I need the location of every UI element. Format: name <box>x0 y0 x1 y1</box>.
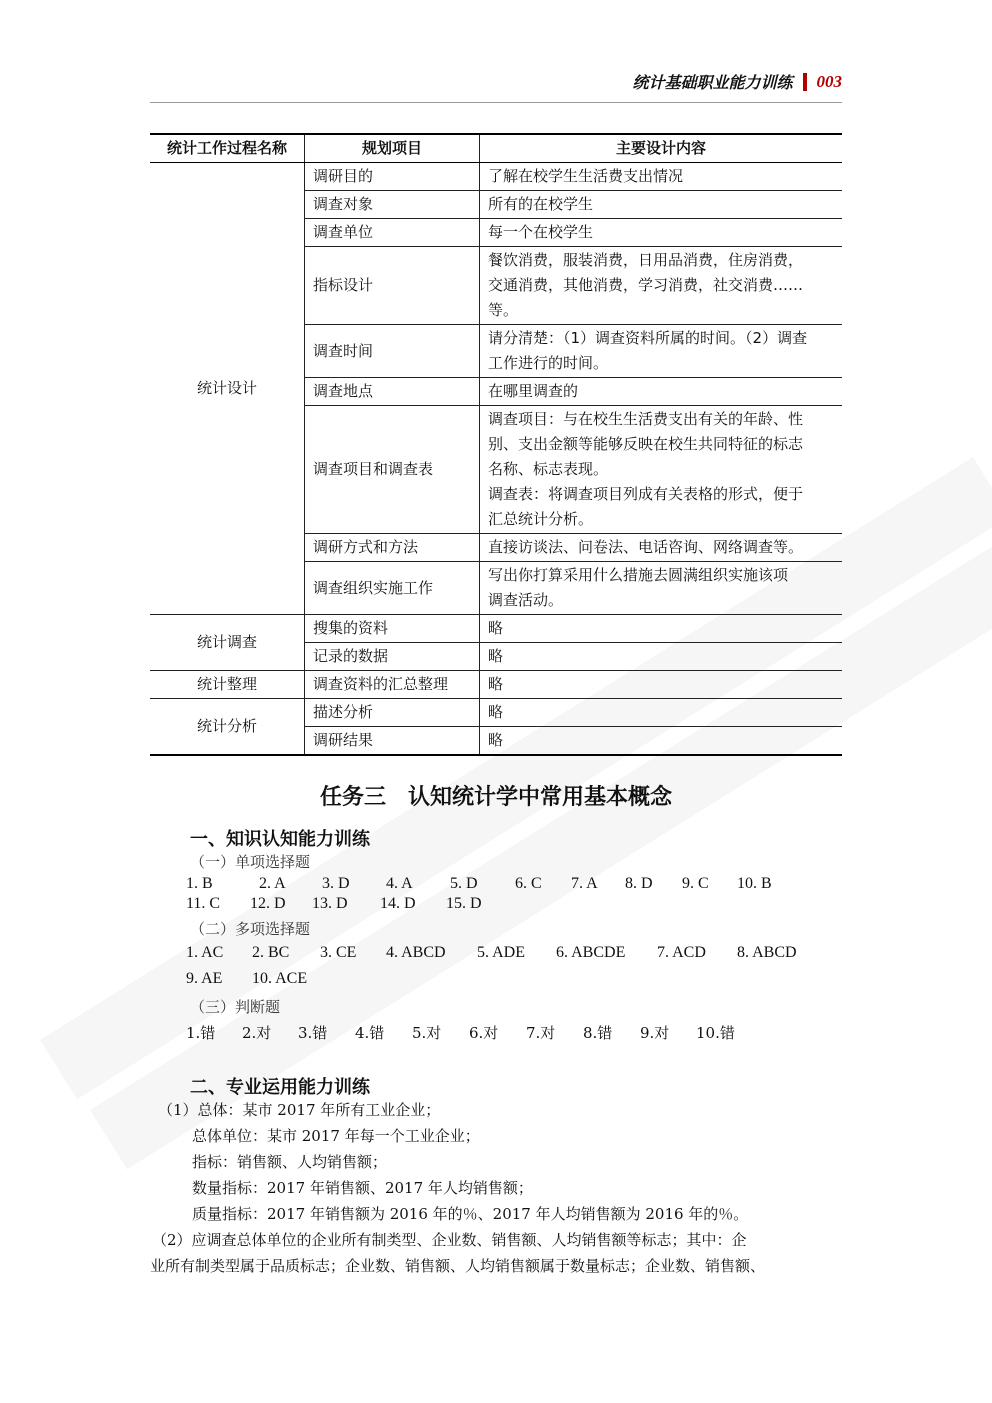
answer-item: 1. B <box>186 875 213 892</box>
answer-item: 13. D <box>312 895 348 912</box>
section-heading-knowledge: 一、知识认知能力训练 <box>190 829 370 850</box>
content-line: 请分清楚：（1）调查资料所属的时间。（2）调查 <box>488 329 808 347</box>
content-line: 直接访谈法、问卷法、电话咨询、网络调查等。 <box>488 538 804 556</box>
content-cell <box>480 406 843 534</box>
content-cell <box>480 378 843 406</box>
item-cell: 调查地点 <box>305 378 480 406</box>
table-row <box>150 671 842 699</box>
content-line: 工作进行的时间。 <box>488 354 609 372</box>
answer-item: 6. ABCDE <box>556 944 626 961</box>
header-separator <box>803 73 807 91</box>
content-line: 汇总统计分析。 <box>488 510 594 528</box>
page-header <box>632 70 842 93</box>
answer-item: 7. A <box>571 875 598 892</box>
answer-item: 8.错 <box>583 1024 613 1042</box>
item-cell: 记录的数据 <box>305 643 480 671</box>
answer-item: 3. CE <box>320 944 357 961</box>
stage-cell: 统计整理 <box>150 671 305 699</box>
answer-item: 4. A <box>386 875 413 892</box>
content-cell: 略 <box>480 615 843 643</box>
item-cell: 调查单位 <box>305 219 480 247</box>
table-header-cell: 规划项目 <box>305 134 480 163</box>
answer-paragraph: 总体单位：某市 2017 年每一个工业企业； <box>192 1127 480 1145</box>
item-cell: 调研方式和方法 <box>305 534 480 562</box>
answer-paragraph: （2）应调查总体单位的企业所有制类型、企业数、销售额、人均销售额等标志；其中：企 <box>152 1231 747 1249</box>
answer-item: 6.对 <box>469 1024 499 1042</box>
answer-paragraph: 质量指标：2017 年销售额为 2016 年的％、2017 年人均销售额为 2016 年的％。 <box>192 1205 749 1223</box>
answer-item: 8. D <box>625 875 653 892</box>
content-cell: 略 <box>480 727 843 756</box>
answer-item: 3.错 <box>298 1024 328 1042</box>
answer-item: 3. D <box>322 875 350 892</box>
answer-item: 1. AC <box>186 944 224 961</box>
table-row <box>150 615 842 643</box>
statistics-plan-table <box>150 133 842 756</box>
answer-item: 15. D <box>446 895 482 912</box>
section-heading-application: 二、专业运用能力训练 <box>190 1077 370 1098</box>
table-header-cell: 统计工作过程名称 <box>150 134 305 163</box>
content-line: 调查表：将调查项目列成有关表格的形式，便于 <box>488 485 804 503</box>
content-line: 所有的在校学生 <box>488 195 594 213</box>
content-cell: 略 <box>480 643 843 671</box>
answer-paragraph: 数量指标：2017 年销售额、2017 年人均销售额； <box>192 1179 533 1197</box>
true-false-heading: （三）判断题 <box>190 998 281 1016</box>
answer-item: 2. A <box>259 875 286 892</box>
content-line: 交通消费，其他消费，学习消费，社交消费…… <box>488 276 804 294</box>
item-cell: 调查资料的汇总整理 <box>305 671 480 699</box>
header-rule <box>150 102 842 103</box>
answer-item: 1.错 <box>186 1024 216 1042</box>
answer-item: 9. AE <box>186 970 223 987</box>
table-header-cell: 主要设计内容 <box>480 134 843 163</box>
content-cell <box>480 163 843 191</box>
answer-item: 5. ADE <box>477 944 525 961</box>
stage-cell: 统计设计 <box>150 163 305 615</box>
content-line: 别、支出金额等能够反映在校生共同特征的标志 <box>488 435 804 453</box>
stage-cell: 统计分析 <box>150 699 305 756</box>
answer-item: 12. D <box>250 895 286 912</box>
table-row <box>150 163 842 191</box>
answer-item: 14. D <box>380 895 416 912</box>
content-cell <box>480 534 843 562</box>
content-cell <box>480 219 843 247</box>
content-cell <box>480 562 843 615</box>
content-cell: 略 <box>480 699 843 727</box>
answer-item: 2.对 <box>242 1024 272 1042</box>
answer-item: 7. ACD <box>657 944 706 961</box>
answer-item: 4.错 <box>355 1024 385 1042</box>
content-cell <box>480 325 843 378</box>
content-line: 在哪里调查的 <box>488 382 579 400</box>
item-cell: 搜集的资料 <box>305 615 480 643</box>
item-cell: 调研目的 <box>305 163 480 191</box>
multi-choice-heading: （二）多项选择题 <box>190 920 311 938</box>
content-line: 调查活动。 <box>488 591 564 609</box>
content-line: 名称、标志表现。 <box>488 460 609 478</box>
item-cell: 调查项目和调查表 <box>305 406 480 534</box>
content-line: 写出你打算采用什么措施去圆满组织实施该项 <box>488 566 789 584</box>
item-cell: 指标设计 <box>305 247 480 325</box>
single-choice-heading: （一）单项选择题 <box>190 853 311 871</box>
item-cell: 调查对象 <box>305 191 480 219</box>
answer-item: 10.错 <box>696 1024 735 1042</box>
stage-cell: 统计调查 <box>150 615 305 671</box>
item-cell: 描述分析 <box>305 699 480 727</box>
content-cell <box>480 247 843 325</box>
answer-item: 10. ACE <box>252 970 308 987</box>
content-cell <box>480 191 843 219</box>
answer-item: 5.对 <box>412 1024 442 1042</box>
table-header-row <box>150 134 842 163</box>
content-line: 调查项目：与在校生生活费支出有关的年龄、性 <box>488 410 804 428</box>
content-line: 等。 <box>488 301 519 319</box>
answer-item: 6. C <box>515 875 542 892</box>
answer-paragraph: （1）总体：某市 2017 年所有工业企业； <box>158 1101 441 1119</box>
answer-item: 9.对 <box>640 1024 670 1042</box>
answer-item: 4. ABCD <box>386 944 446 961</box>
answer-item: 10. B <box>737 875 772 892</box>
content-cell: 略 <box>480 671 843 699</box>
answer-item: 9. C <box>682 875 709 892</box>
answer-item: 8. ABCD <box>737 944 797 961</box>
task-title: 任务三 认知统计学中常用基本概念 <box>319 784 672 810</box>
item-cell: 调研结果 <box>305 727 480 756</box>
answer-paragraph: 业所有制类型属于品质标志；企业数、销售额、人均销售额属于数量标志；企业数、销售额、 <box>150 1257 766 1275</box>
answer-paragraph: 指标：销售额、人均销售额； <box>192 1153 388 1171</box>
answer-item: 7.对 <box>526 1024 556 1042</box>
content-line: 每一个在校学生 <box>488 223 594 241</box>
content-line: 餐饮消费，服装消费，日用品消费，住房消费， <box>488 251 804 269</box>
item-cell: 调查组织实施工作 <box>305 562 480 615</box>
answer-item: 2. BC <box>252 944 290 961</box>
item-cell: 调查时间 <box>305 325 480 378</box>
answer-item: 5. D <box>450 875 478 892</box>
table-row <box>150 699 842 727</box>
answer-item: 11. C <box>186 895 221 912</box>
page-number: 003 <box>816 71 842 91</box>
content-line: 了解在校学生生活费支出情况 <box>488 167 684 185</box>
book-title: 统计基础职业能力训练 <box>632 73 793 92</box>
